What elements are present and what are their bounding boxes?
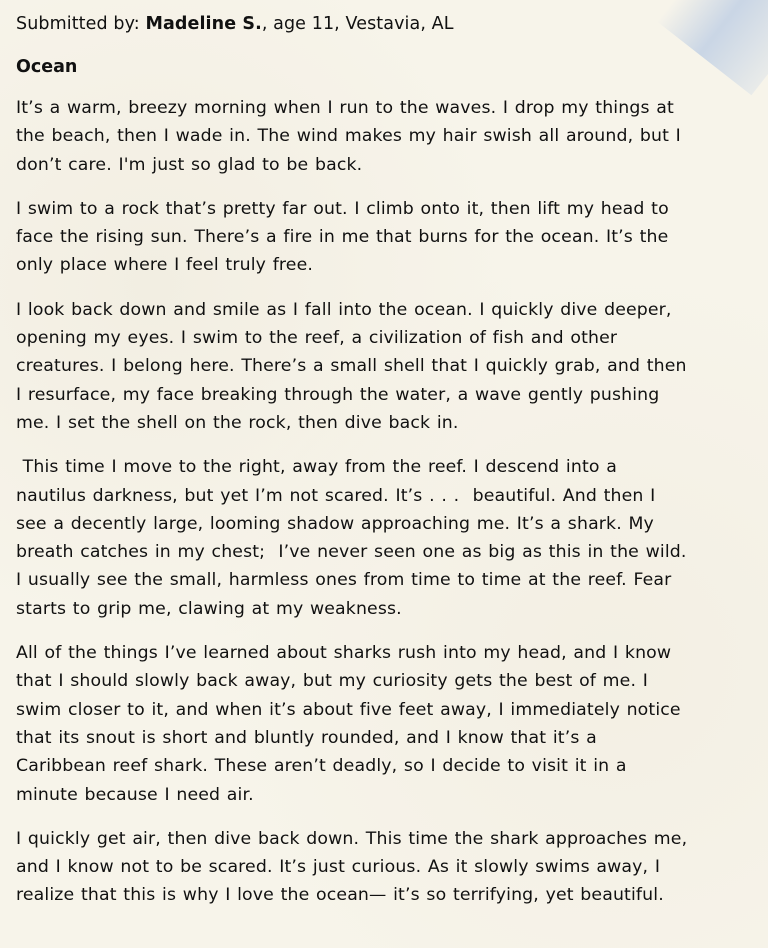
paragraph-line: realize that this is why I love the ocean— it’s so terrifying, yet beautiful. [16, 885, 664, 906]
paragraph-line: This time I move to the right, away from the reef. I descend into a [16, 457, 617, 478]
author-details: , age 11, Vestavia, AL [261, 14, 454, 34]
paragraph-line: It’s a warm, breezy morning when I run to the waves. I drop my things at [16, 98, 674, 118]
paragraph-line: me. I set the shell on the rock, then dive back in. [16, 412, 459, 433]
submitted-prefix: Submitted by: [16, 14, 146, 34]
paragraph-line: don’t care. I'm just so glad to be back. [16, 154, 363, 175]
paragraph-line: I quickly get air, then dive back down. This time the shark approaches me, [16, 828, 688, 849]
story-paragraph [16, 296, 756, 437]
author-name: Madeline S. [145, 14, 262, 34]
story-title: Ocean [16, 57, 78, 77]
paragraph-line: opening my eyes. I swim to the reef, a civilization of fish and other [16, 328, 618, 349]
paragraph-line: that I should slowly back away, but my curiosity gets the best of me. I [16, 671, 648, 692]
paragraph-line: I look back down and smile as I fall into the ocean. I quickly dive deeper, [16, 299, 672, 320]
paragraph-line: see a decently large, looming shadow approaching me. It’s a shark. My [16, 513, 654, 534]
paragraph-line: and I know not to be scared. It’s just curious. As it slowly swims away, I [16, 857, 661, 878]
story-paragraph [16, 453, 756, 623]
paragraph-line: swim closer to it, and when it’s about five feet away, I immediately notice [16, 699, 681, 720]
paragraph-line: I resurface, my face breaking through the water, a wave gently pushing [16, 384, 660, 405]
story-paragraph [16, 195, 756, 280]
paragraph-line: I usually see the small, harmless ones from time to time at the reef. Fear [16, 570, 672, 591]
paragraph-line: that its snout is short and bluntly rounded, and I know that it’s a [16, 727, 597, 748]
paragraph-line: Caribbean reef shark. These aren’t deadly, so I decide to visit it in a [16, 756, 627, 777]
paragraph-line: face the rising sun. There’s a fire in me that burns for the ocean. It’s the [16, 227, 669, 248]
story-paragraph [16, 94, 756, 179]
paragraph-line: minute because I need air. [16, 784, 254, 805]
story-paragraph [16, 639, 756, 809]
paragraph-line: nautilus darkness, but yet I’m not scared. It’s . . . beautiful. And then I [16, 485, 656, 506]
paragraph-line: only place where I feel truly free. [16, 255, 314, 276]
paragraph-line: All of the things I’ve learned about sharks rush into my head, and I know [16, 643, 672, 664]
story-content [16, 10, 756, 926]
paragraph-line: breath catches in my chest; I’ve never seen one as big as this in the wild. [16, 542, 687, 563]
paragraph-line: creatures. I belong here. There’s a small shell that I quickly grab, and then [16, 356, 687, 377]
paragraph-line: starts to grip me, clawing at my weakness. [16, 598, 402, 619]
story-body [16, 94, 756, 910]
submission-byline [16, 10, 756, 38]
story-paragraph [16, 825, 756, 910]
paragraph-line: the beach, then I wade in. The wind makes my hair swish all around, but I [16, 126, 681, 147]
paragraph-line: I swim to a rock that’s pretty far out. I climb onto it, then lift my head to [16, 198, 669, 219]
